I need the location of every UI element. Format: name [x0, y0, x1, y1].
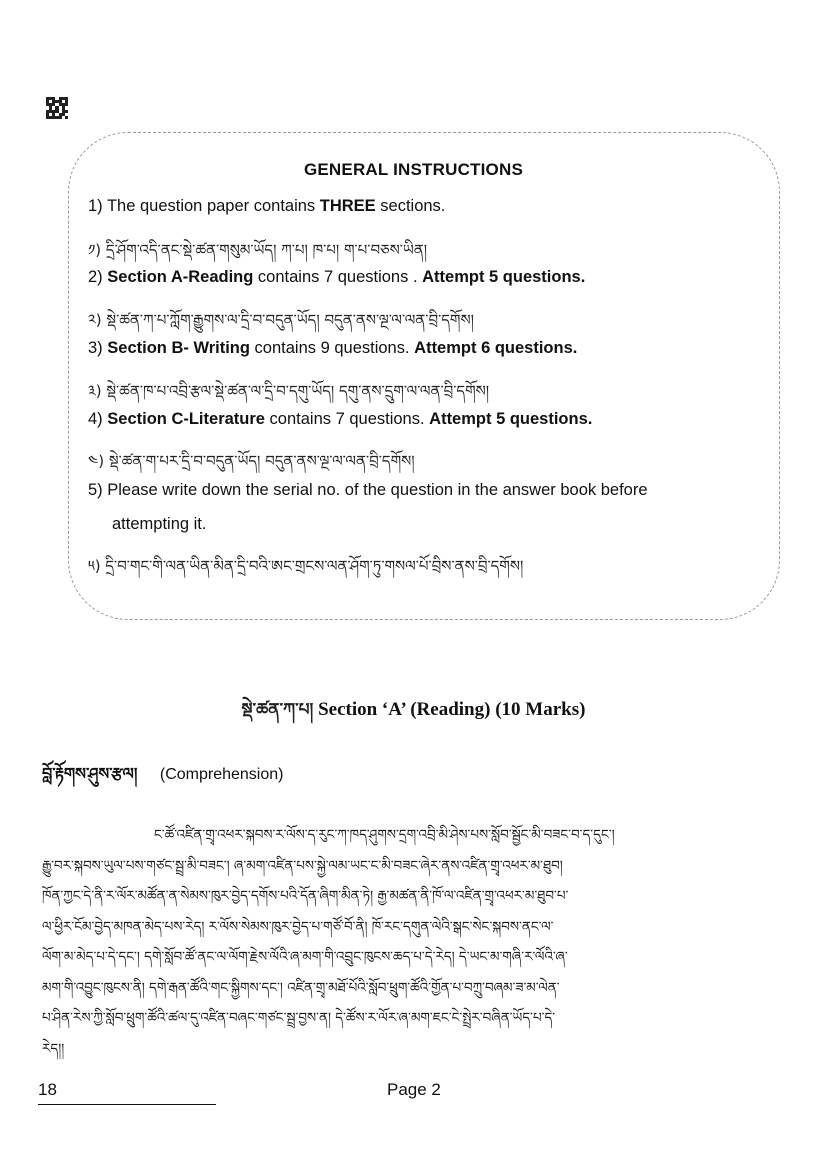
instruction-2: 2) Section A-Reading contains 7 questions . Attempt 5 questions. — [88, 268, 586, 286]
instruction-1-tibetan: ༡) དྲི་ཤོག་འདི་ནང་སྡེ་ཚན་གསུམ་ཡོད། ཀ་པ། ཁ་པ། ག་པ་བཅས་ཡིན། — [88, 241, 428, 259]
page-number: Page 2 — [387, 1080, 441, 1099]
qr-code-icon — [46, 97, 68, 119]
instruction-1: 1) The question paper contains THREE sections. — [88, 197, 446, 215]
instruction-2-tibetan: ༢) སྡེ་ཚན་ཀ་པ་ཀློག་རྒྱུགས་ལ་དྲི་བ་བདུན་ཡོད། བདུན་ནས་ལྔ་ལ་ལན་བྲི་དགོས། — [88, 311, 474, 329]
instruction-5: 5) Please write down the serial no. of the question in the answer book before — [88, 481, 648, 499]
paper-code: 18 — [38, 1080, 57, 1099]
comprehension-tibetan: བློ་རྟོགས་ཤུས་རྩལ། — [42, 764, 138, 783]
section-heading-label: Section ‘A’ (Reading) (10 Marks) — [318, 699, 586, 720]
comprehension-heading — [42, 756, 283, 801]
instruction-4: 4) Section C-Literature contains 7 questions. Attempt 5 questions. — [88, 410, 593, 428]
passage-line: མག་གི་འབྱུང་ཁུངས་ནི། དགེ་རྒན་ཚོའི་གང་སྐྱིགས་དང་། འཛིན་གྲྭ་མཐོ་པོའི་སློབ་ཕྲུག་ཚོའི་གྱོན་པ་བཀྲུ་བཞམ་ཟ་མ་ལེན་ — [42, 979, 560, 996]
passage-line: ལོག་མ་མེད་པ་དེ་དང་། དགེ་སློབ་ཚོ་ནང་ལ་ལོག་རྗེས་ལོའི་ཞ་མག་གི་འབྲུང་ཁུངས་ཆད་པ་དེ་རེད། དེ་ཡང་མ་གཞི་ར་ལོའི་ཞ་ — [42, 949, 568, 965]
comprehension-label: (Comprehension) — [159, 766, 284, 783]
footer-divider — [38, 1104, 216, 1105]
instruction-5-tibetan: ༥) དྲི་བ་གང་གི་ལན་ཡིན་མིན་དྲི་བའི་ཨང་གྲངས་ལན་ཤོག་ཏུ་གསལ་པོ་བྲིས་ནས་བྲི་དགོས། — [88, 557, 524, 575]
instructions-title: GENERAL INSTRUCTIONS — [303, 160, 524, 179]
passage-line: རེད།། — [42, 1040, 65, 1057]
section-heading — [0, 690, 827, 738]
section-heading-tibetan: སྡེ་ཚན་ཀ་པ། — [241, 700, 314, 720]
passage-line: ཁོན་ཀྱང་དེ་ནི་ར་ལོར་མཚོན་ན་སེམས་ཁུར་བྱེད་དགོས་པའི་དོན་ཞིག་མིན་ཏེ། རྒྱ་མཚན་ནི་ཁོ་ལ་འཛིན་གྲྭ་འཕར་མ་ཐུབ་པ་ — [42, 888, 569, 904]
passage-line: ང་ཚོ་འཛིན་གྲྭ་འཕར་སྐབས་ར་ལོས་ད་རུང་ཀ་ཁད་ཤུགས་དྲག་འབྲི་མི་ཤེས་པས་སློབ་སྦྱོང་མི་བཟང་བ་ད་དུང་། — [154, 827, 615, 843]
instruction-3-tibetan: ༣) སྡེ་ཚན་ཁ་པ་འབྲི་རྩལ་སྡེ་ཚན་ལ་དྲི་བ་དགུ་ཡོད། དགུ་ནས་དྲུག་ལ་ལན་བྲི་དགོས། — [88, 382, 490, 400]
comprehension-passage — [42, 820, 782, 1064]
passage-line: པ་ཤིན་རེས་ཀྱི་སློབ་ཕྲུག་ཚོའི་ཚལ་དུ་འཛིན་བཞང་གཙང་སྦྲ་བྱས་ན། དེ་ཚོས་ར་ལོར་ཞ་མག་ཇང་ངེ་སྤྲེར་བཞིན་ཡོད་པ་དེ་ — [42, 1010, 556, 1026]
passage-line: ལ་ཕྱིར་ངོམ་བྱེད་མཁན་མེད་པས་རེད། ར་ལོས་སེམས་ཁུར་བྱེད་པ་གཙོ་བོ་ནི། ཁོ་རང་དགུན་ལེའི་སྒང་སེང་སྐབས་ནང་ལ་ — [42, 918, 554, 935]
instruction-4-tibetan: ༤) སྡེ་ཚན་ག་པར་དྲི་བ་བདུན་ཡོད། བདུན་ནས་ལྔ་ལ་ལན་བྲི་དགོས། — [88, 452, 415, 470]
passage-line: རྒྱུ་བར་སྐབས་ཡུལ་པས་གཙང་སྦྲ་མི་བཟང་། ཞ་མག་འཛིན་པས་སྐྱེ་ལམ་ཡང་ང་མི་བཟང་ཞེར་ནས་འཛིན་གྲྭ་འཕར་མ་ཐུབ། — [42, 857, 563, 874]
instruction-5-continued: attempting it. — [112, 515, 207, 533]
instruction-3: 3) Section B- Writing contains 9 questions. Attempt 6 questions. — [88, 339, 578, 357]
